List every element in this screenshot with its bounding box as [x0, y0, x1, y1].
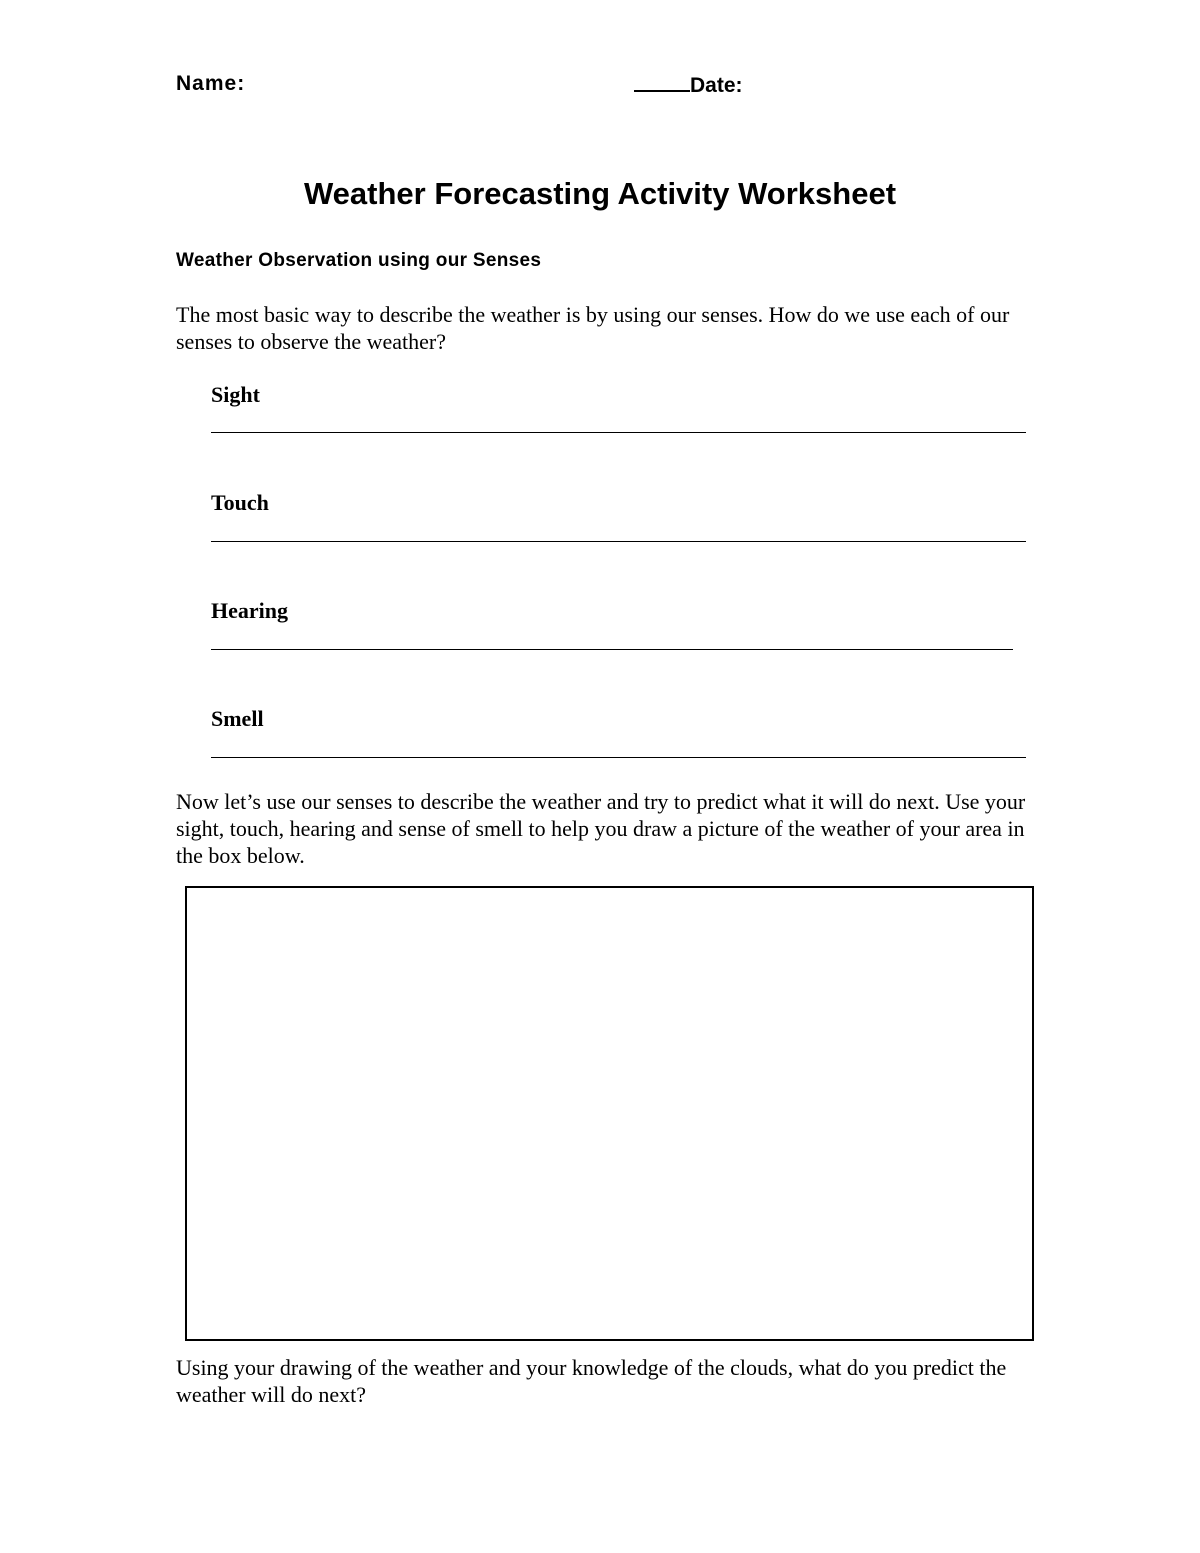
- sense-label-hearing: Hearing: [211, 598, 288, 623]
- sense-label-smell: Smell: [211, 706, 264, 731]
- answer-line-smell[interactable]: [211, 757, 1026, 758]
- sense-touch: [211, 490, 1026, 516]
- name-label: Name:: [176, 72, 246, 95]
- sense-hearing: [211, 598, 1026, 624]
- section-heading: Weather Observation using our Senses: [176, 250, 542, 271]
- date-blank-line[interactable]: [634, 72, 690, 92]
- drawing-box[interactable]: [185, 886, 1034, 1341]
- page-title: Weather Forecasting Activity Worksheet: [303, 176, 897, 211]
- date-label: Date:: [690, 74, 743, 97]
- sense-sight: [211, 382, 1026, 408]
- instructions-paragraph: Now let’s use our senses to describe the weather and try to predict what it will do next. Use your sight, touch, hearing and sense of smell to help you draw a picture of the weather of your area in the box below.: [176, 789, 1026, 868]
- prediction-question: Using your drawing of the weather and your knowledge of the clouds, what do you predict the weather will do next?: [176, 1355, 1007, 1407]
- answer-line-touch[interactable]: [211, 541, 1026, 542]
- sense-label-sight: Sight: [211, 382, 260, 407]
- header-row: [176, 72, 1026, 102]
- intro-paragraph: The most basic way to describe the weather is by using our senses. How do we use each of our senses to observe the weather?: [176, 302, 1010, 354]
- sense-label-touch: Touch: [211, 490, 269, 515]
- date-field[interactable]: [634, 72, 743, 98]
- answer-line-hearing[interactable]: [211, 649, 1013, 650]
- sense-smell: [211, 706, 1026, 732]
- answer-line-sight[interactable]: [211, 432, 1026, 433]
